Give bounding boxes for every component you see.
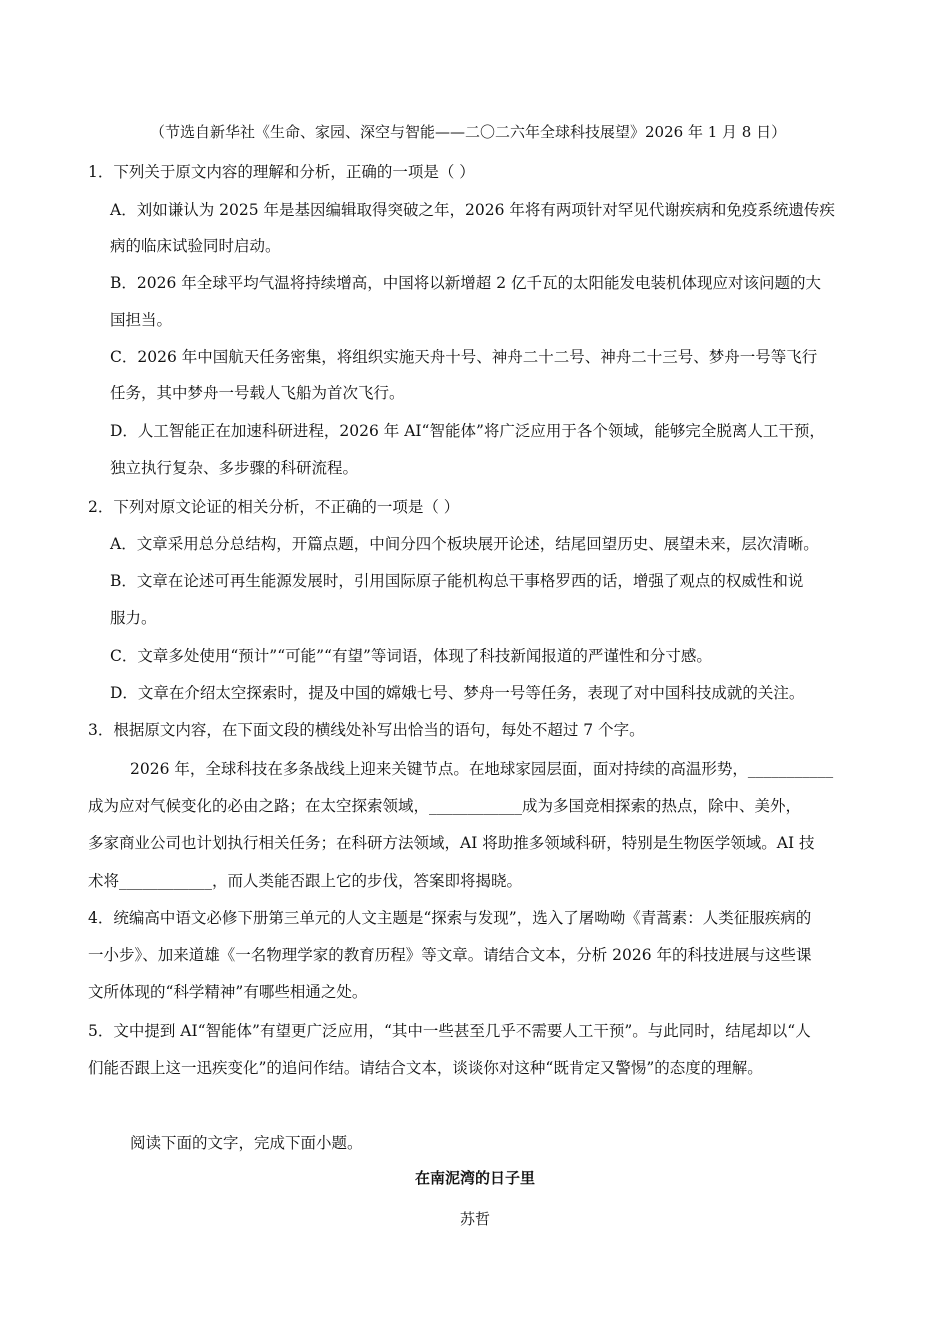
question-1-option-a: A．刘如谦认为 2025 年是基因编辑取得突破之年，2026 年将有两项针对罕见代谢疾病和免疫系统遗传疾: [110, 201, 835, 219]
reading-intro: 阅读下面的文字，完成下面小题。: [130, 1134, 363, 1152]
question-1-stem: 1．下列关于原文内容的理解和分析，正确的一项是（ ）: [88, 163, 475, 181]
article-author: 苏哲: [459, 1210, 490, 1228]
article-title: 在南泥湾的日子里: [414, 1169, 535, 1187]
question-5-line-2: 们能否跟上这一迅疾变化”的追问作结。请结合文本，谈谈你对这种“既肯定又警惕”的态度的理解。: [88, 1059, 763, 1077]
question-3-passage-line-4: 术将____________，而人类能否跟上它的步伐，答案即将揭晓。: [88, 872, 523, 890]
question-3-passage-line-1: 2026 年，全球科技在多条战线上迎来关键节点。在地球家园层面，面对持续的高温形势，___________: [130, 760, 834, 778]
question-4-line-1: 4．统编高中语文必修下册第三单元的人文主题是“探索与发现”，选入了屠呦呦《青蒿素：人类征服疾病的: [88, 909, 812, 927]
question-4-line-2: 一小步》、加来道雄《一名物理学家的教育历程》等文章。请结合文本，分析 2026 年的科技进展与这些课: [88, 946, 812, 964]
question-4-line-3: 文所体现的“科学精神”有哪些相通之处。: [88, 983, 368, 1001]
question-1-option-d-cont: 独立执行复杂、多步骤的科研流程。: [110, 459, 359, 477]
question-2-option-b: B．文章在论述可再生能源发展时，引用国际原子能机构总干事格罗西的话，增强了观点的权威性和说: [110, 572, 804, 590]
question-2-option-b-cont: 服力。: [110, 609, 157, 627]
source-citation: （节选自新华社《生命、家园、深空与智能——二〇二六年全球科技展望》2026 年 1 月 8 日）: [150, 123, 787, 141]
question-2-option-a: A．文章采用总分总结构，开篇点题，中间分四个板块展开论述，结尾回望历史、展望未来，层次清晰。: [110, 535, 819, 553]
question-1-option-d: D．人工智能正在加速科研进程，2026 年 AI“智能体”将广泛应用于各个领域，能够完全脱离人工干预，: [110, 422, 825, 440]
question-1-option-c: C．2026 年中国航天任务密集，将组织实施天舟十号、神舟二十二号、神舟二十三号、梦舟一号等飞行: [110, 348, 818, 366]
question-1-option-b-cont: 国担当。: [110, 311, 173, 329]
question-5-line-1: 5．文中提到 AI“智能体”有望更广泛应用，“其中一些甚至几乎不需要人工干预”。与此同时，结尾却以“人: [88, 1022, 811, 1040]
question-1-option-a-cont: 病的临床试验同时启动。: [110, 237, 281, 255]
question-3-passage-line-2: 成为应对气候变化的必由之路；在太空探索领域，____________成为多国竞相探索的热点，除中、美外，: [88, 797, 802, 815]
question-1-option-b: B．2026 年全球平均气温将持续增高，中国将以新增超 2 亿千瓦的太阳能发电装机体现应对该问题的大: [110, 274, 821, 292]
question-1-option-c-cont: 任务，其中梦舟一号载人飞船为首次飞行。: [110, 384, 405, 402]
question-3-stem: 3．根据原文内容，在下面文段的横线处补写出恰当的语句，每处不超过 7 个字。: [88, 721, 645, 739]
question-3-passage-line-3: 多家商业公司也计划执行相关任务；在科研方法领域，AI 将助推多领域科研，特别是生物医学领域。AI 技: [88, 834, 815, 852]
question-2-option-c: C．文章多处使用“预计”“可能”“有望”等词语，体现了科技新闻报道的严谨性和分寸感。: [110, 647, 712, 665]
question-2-option-d: D．文章在介绍太空探索时，提及中国的嫦娥七号、梦舟一号等任务，表现了对中国科技成就的关注。: [110, 684, 805, 702]
question-2-stem: 2．下列对原文论证的相关分析，不正确的一项是（ ）: [88, 498, 460, 516]
